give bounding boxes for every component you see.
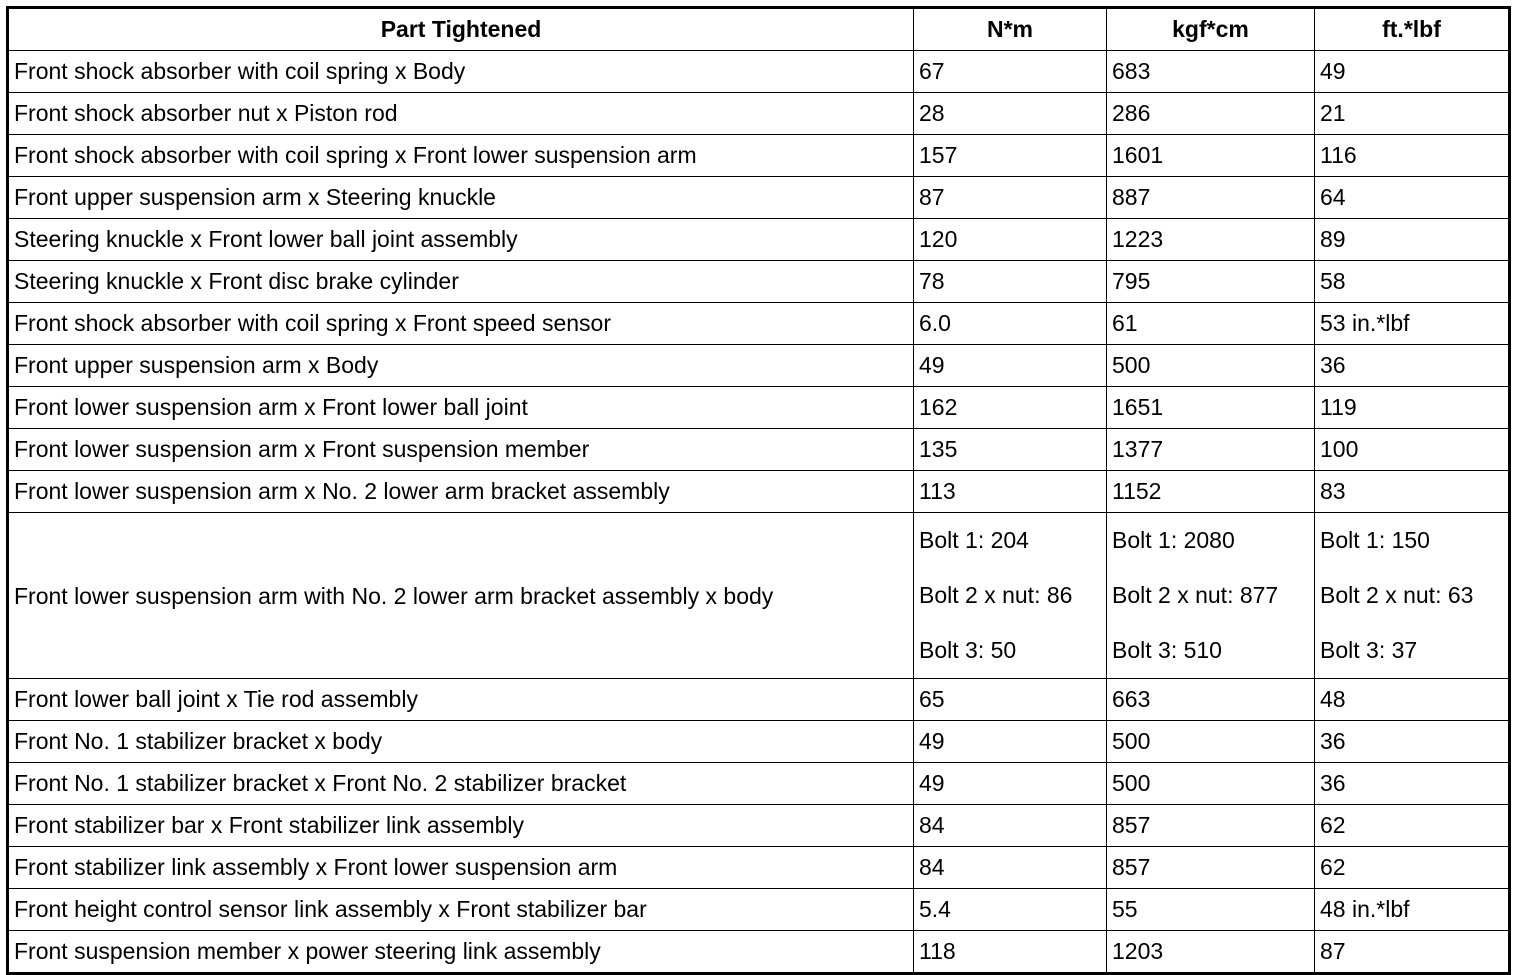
table-row [8,931,1510,974]
table-row [8,471,1510,513]
cell-nm: 65 [914,679,1107,721]
table-row [8,219,1510,261]
bolt-2-value: Bolt 2 x nut: 86 [919,582,1073,608]
cell-part: Front shock absorber with coil spring x Front lower suspension arm [8,135,914,177]
table-row [8,93,1510,135]
cell-nm: 84 [914,805,1107,847]
cell-nm: 5.4 [914,889,1107,931]
table-row-multi-bolt [8,513,1510,679]
cell-part: Front lower suspension arm with No. 2 lower arm bracket assembly x body [8,513,914,679]
cell-part: Front No. 1 stabilizer bracket x Front No. 2 stabilizer bracket [8,763,914,805]
cell-nm: 49 [914,345,1107,387]
cell-nm: 120 [914,219,1107,261]
cell-kgf-cm: 55 [1107,889,1315,931]
cell-nm: 113 [914,471,1107,513]
cell-kgf-cm: 1152 [1107,471,1315,513]
cell-ft-lbf [1315,513,1510,679]
cell-kgf-cm: 795 [1107,261,1315,303]
cell-kgf-cm: 887 [1107,177,1315,219]
cell-part: Front lower suspension arm x No. 2 lower arm bracket assembly [8,471,914,513]
cell-ft-lbf: 62 [1315,847,1510,889]
cell-nm: 135 [914,429,1107,471]
cell-ft-lbf: 36 [1315,721,1510,763]
cell-nm [914,513,1107,679]
table-row [8,135,1510,177]
cell-nm: 162 [914,387,1107,429]
bolt-1-value: Bolt 1: 150 [1320,527,1430,553]
cell-nm: 6.0 [914,303,1107,345]
cell-ft-lbf: 58 [1315,261,1510,303]
cell-ft-lbf: 64 [1315,177,1510,219]
table-row [8,429,1510,471]
cell-ft-lbf: 36 [1315,763,1510,805]
cell-kgf-cm: 500 [1107,763,1315,805]
cell-part: Front shock absorber with coil spring x Front speed sensor [8,303,914,345]
cell-kgf-cm: 663 [1107,679,1315,721]
bolt-2-value: Bolt 2 x nut: 877 [1112,582,1279,608]
cell-part: Steering knuckle x Front lower ball joint assembly [8,219,914,261]
cell-kgf-cm [1107,513,1315,679]
cell-kgf-cm: 1377 [1107,429,1315,471]
cell-ft-lbf: 48 in.*lbf [1315,889,1510,931]
header-nm: N*m [914,8,1107,51]
cell-ft-lbf: 62 [1315,805,1510,847]
bolt-3-value: Bolt 3: 37 [1320,637,1418,663]
cell-kgf-cm: 1651 [1107,387,1315,429]
cell-part: Front lower suspension arm x Front suspension member [8,429,914,471]
table-row [8,679,1510,721]
cell-part: Front suspension member x power steering link assembly [8,931,914,974]
table-body [8,51,1510,974]
cell-nm: 49 [914,763,1107,805]
cell-kgf-cm: 500 [1107,721,1315,763]
cell-ft-lbf: 49 [1315,51,1510,93]
table-row [8,763,1510,805]
cell-nm: 87 [914,177,1107,219]
cell-ft-lbf: 36 [1315,345,1510,387]
cell-nm: 67 [914,51,1107,93]
cell-ft-lbf: 87 [1315,931,1510,974]
cell-ft-lbf: 116 [1315,135,1510,177]
table-row [8,721,1510,763]
bolt-1-value: Bolt 1: 2080 [1112,527,1235,553]
cell-kgf-cm: 500 [1107,345,1315,387]
table-row [8,177,1510,219]
cell-part: Steering knuckle x Front disc brake cylinder [8,261,914,303]
table-row [8,261,1510,303]
cell-part: Front stabilizer link assembly x Front lower suspension arm [8,847,914,889]
cell-ft-lbf: 53 in.*lbf [1315,303,1510,345]
table-row [8,387,1510,429]
cell-nm: 78 [914,261,1107,303]
header-kgf-cm: kgf*cm [1107,8,1315,51]
table-row [8,51,1510,93]
cell-part: Front lower suspension arm x Front lower ball joint [8,387,914,429]
bolt-2-value: Bolt 2 x nut: 63 [1320,582,1474,608]
table-row [8,345,1510,387]
cell-ft-lbf: 48 [1315,679,1510,721]
cell-nm: 118 [914,931,1107,974]
cell-kgf-cm: 286 [1107,93,1315,135]
cell-part: Front shock absorber nut x Piston rod [8,93,914,135]
cell-kgf-cm: 1223 [1107,219,1315,261]
cell-part: Front upper suspension arm x Body [8,345,914,387]
table-row [8,889,1510,931]
cell-part: Front height control sensor link assembly x Front stabilizer bar [8,889,914,931]
cell-kgf-cm: 61 [1107,303,1315,345]
torque-spec-table [6,6,1511,975]
cell-part: Front upper suspension arm x Steering knuckle [8,177,914,219]
table-header-row [8,8,1510,51]
cell-ft-lbf: 89 [1315,219,1510,261]
header-part-tightened: Part Tightened [8,8,914,51]
cell-ft-lbf: 83 [1315,471,1510,513]
cell-ft-lbf: 100 [1315,429,1510,471]
cell-kgf-cm: 1203 [1107,931,1315,974]
bolt-1-value: Bolt 1: 204 [919,527,1029,553]
cell-ft-lbf: 119 [1315,387,1510,429]
table-row [8,303,1510,345]
cell-kgf-cm: 857 [1107,847,1315,889]
table-row [8,847,1510,889]
bolt-3-value: Bolt 3: 510 [1112,637,1222,663]
cell-kgf-cm: 683 [1107,51,1315,93]
cell-ft-lbf: 21 [1315,93,1510,135]
cell-nm: 28 [914,93,1107,135]
cell-nm: 49 [914,721,1107,763]
cell-part: Front lower ball joint x Tie rod assembly [8,679,914,721]
bolt-3-value: Bolt 3: 50 [919,637,1017,663]
cell-nm: 157 [914,135,1107,177]
cell-part: Front No. 1 stabilizer bracket x body [8,721,914,763]
cell-nm: 84 [914,847,1107,889]
table-row [8,805,1510,847]
header-ft-lbf: ft.*lbf [1315,8,1510,51]
cell-part: Front stabilizer bar x Front stabilizer link assembly [8,805,914,847]
cell-kgf-cm: 1601 [1107,135,1315,177]
cell-part: Front shock absorber with coil spring x Body [8,51,914,93]
cell-kgf-cm: 857 [1107,805,1315,847]
